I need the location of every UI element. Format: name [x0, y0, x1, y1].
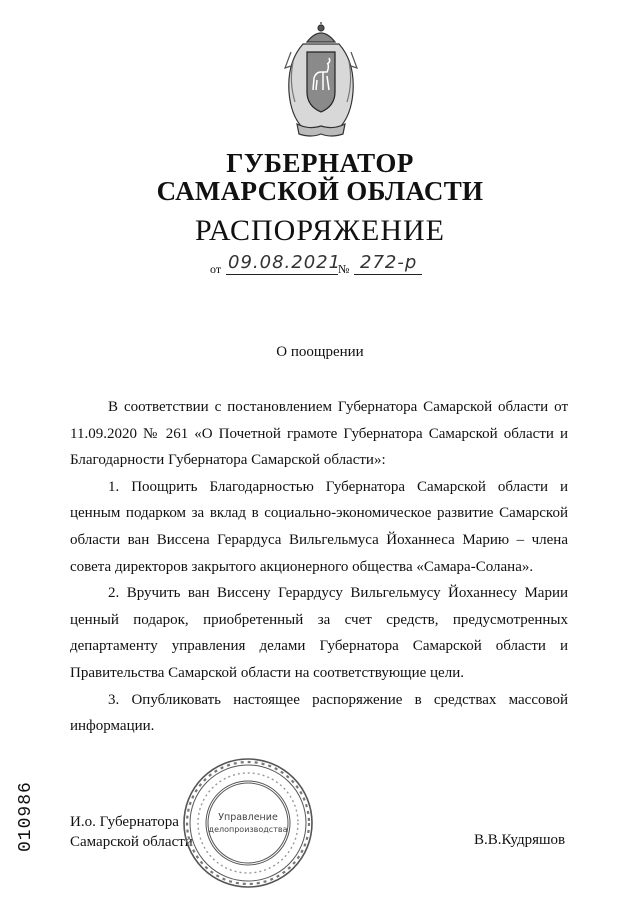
number-underline [354, 274, 422, 275]
date-from-label: от [210, 262, 222, 276]
clause-2-paragraph: 2. Вручить ван Виссену Герардусу Вильгельмусу Йоханнесу Марии ценный подарок, приобретенный за счет средств, предусмотренных департаменту управления делами Губернатора Самарской области и Правительства Самарской области на соответствующие цели. [70, 585, 568, 681]
issuer-title-line-1: ГУБЕРНАТОР [226, 148, 414, 178]
preamble-paragraph: В соответствии с постановлением Губернатора Самарской области от 11.09.2020 № 261 «О Почетной грамоте Губернатора Самарской области и Благодарности Губернатора Самарской области»: [70, 399, 568, 469]
signatory-position-line-2: Самарской области [70, 834, 193, 850]
handwritten-number: 272-р [360, 252, 418, 273]
date-underline [226, 274, 338, 275]
document-type: РАСПОРЯЖЕНИЕ [194, 214, 446, 247]
stamp-center-line-1: Управление [218, 812, 278, 823]
signatory-position-line-1: И.о. Губернатора [70, 814, 179, 830]
clause-1-paragraph: 1. Поощрить Благодарностью Губернатора Самарской области и ценным подарком за вклад в социально-экономическое развитие Самарской области ван Виссена Герардуса Вильгельмуса Йоханнеса Марию – члена совета директоров закрытого акционерного общества «Самара-Солана». [70, 478, 568, 575]
signatory-name: В.В.Кудряшов [474, 832, 566, 848]
clause-3-paragraph: 3. Опубликовать настоящее распоряжение в средствах массовой информации. [70, 691, 568, 735]
document-subject: О поощрении [276, 344, 364, 360]
number-label: № [338, 262, 350, 276]
stamp-center-line-2: делопроизводства [208, 825, 288, 834]
signatory-position [70, 812, 193, 852]
handwritten-date: 09.08.2021 [228, 252, 342, 273]
official-round-stamp [181, 756, 315, 890]
coat-of-arms-emblem [283, 22, 359, 140]
serial-number: 010986 [16, 781, 36, 852]
document-body [70, 394, 568, 740]
issuer-title-line-2: САМАРСКОЙ ОБЛАСТИ [156, 176, 484, 206]
